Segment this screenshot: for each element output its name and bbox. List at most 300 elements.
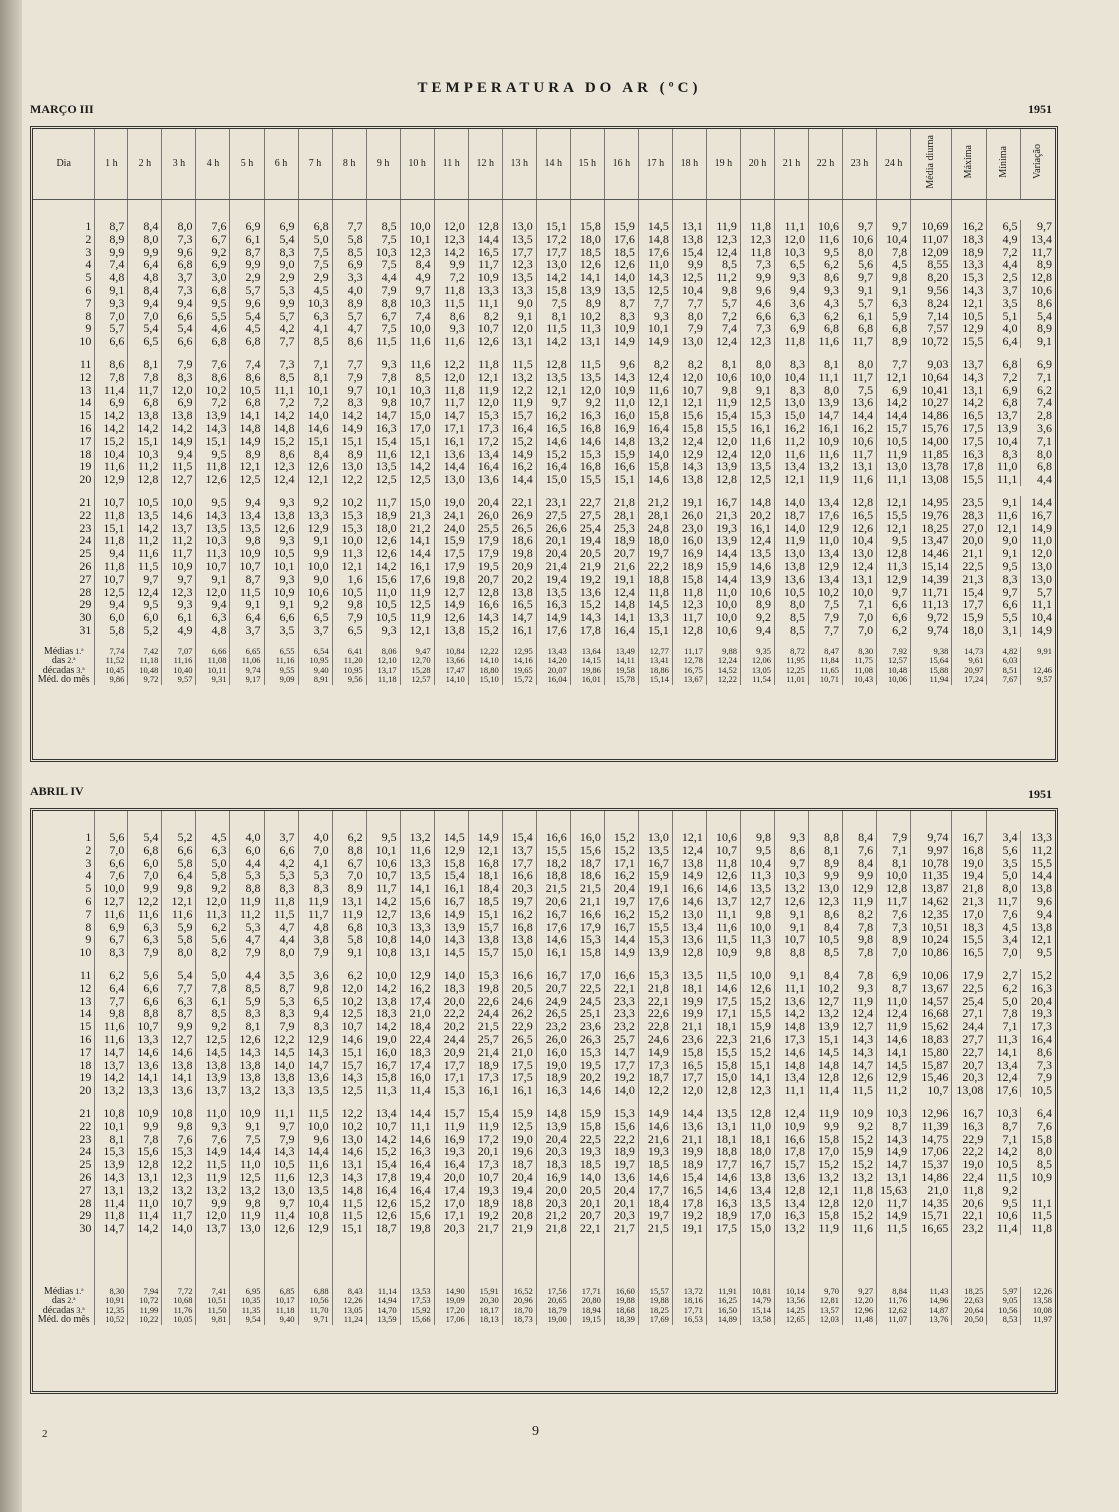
value-cell: 22,2 — [638, 560, 672, 573]
value-cell: 11,8 — [672, 586, 706, 599]
value-cell: 13,3 — [1021, 831, 1055, 844]
value-cell: 22,2 — [952, 1145, 987, 1158]
value-cell: 16,8 — [502, 921, 536, 934]
value-cell: 12,6 — [230, 1033, 264, 1046]
value-cell: 17,8 — [366, 1171, 400, 1184]
value-cell: 10,5 — [366, 611, 400, 624]
value-cell: 23,2 — [536, 1020, 570, 1033]
value-cell: 9,2 — [740, 611, 774, 624]
value-cell: 13,6 — [468, 473, 502, 486]
value-cell: 8,1 — [706, 358, 740, 371]
column-header — [877, 129, 911, 200]
value-cell: 10,8 — [162, 1107, 196, 1120]
value-cell: 7,7 — [638, 297, 672, 310]
value-cell: 9,6 — [1021, 895, 1055, 908]
value-cell: 14,3 — [332, 1171, 366, 1184]
average-value: 11,18 — [264, 1306, 298, 1316]
table-row — [33, 1145, 1055, 1158]
value-cell: 14,9 — [638, 1046, 672, 1059]
value-cell: 16,4 — [400, 1158, 434, 1171]
average-value: 8,30 — [95, 1287, 128, 1297]
value-cell: 14,5 — [196, 1046, 230, 1059]
spacer-cell — [33, 200, 95, 221]
spacer-cell — [196, 200, 230, 221]
value-cell: 6,1 — [196, 995, 230, 1008]
value-cell: 11,5 — [987, 1171, 1021, 1184]
value-cell: 18,0 — [570, 233, 604, 246]
value-cell: 11,4 — [95, 1197, 128, 1210]
value-cell: 17,5 — [706, 1222, 740, 1235]
average-value: 18,39 — [604, 1315, 638, 1325]
value-cell: 16,4 — [638, 422, 672, 435]
value-cell: 13,6 — [570, 586, 604, 599]
average-value: 20,64 — [952, 1306, 987, 1316]
value-cell: 9,1 — [774, 908, 808, 921]
value-cell: 12,1 — [877, 496, 911, 509]
value-cell: 13,5 — [400, 869, 434, 882]
value-cell: 15,5 — [706, 422, 740, 435]
value-cell: 15,8 — [570, 220, 604, 233]
value-cell: 15,0 — [774, 409, 808, 422]
average-value: 11,70 — [298, 1306, 332, 1316]
value-cell: 11,9 — [502, 396, 536, 409]
average-value: 12,22 — [706, 675, 740, 685]
value-cell: 18,0 — [740, 1145, 774, 1158]
value-cell: 10,1 — [298, 384, 332, 397]
value-cell: 6,2 — [332, 969, 366, 982]
value-cell: 13,4 — [468, 448, 502, 461]
value-cell: 18,9 — [366, 509, 400, 522]
average-row — [33, 675, 1055, 685]
spacer-cell — [128, 637, 162, 647]
value-cell: 13,4 — [987, 1059, 1021, 1072]
value-cell: 12,7 — [434, 586, 468, 599]
day-cell: 2 — [85, 232, 92, 246]
average-value: 14,10 — [468, 656, 502, 666]
value-cell: 3,6 — [774, 297, 808, 310]
value-cell: 16,0 — [604, 409, 638, 422]
spacer-cell — [570, 1097, 604, 1107]
value-cell: 6,3 — [196, 844, 230, 857]
value-cell: 10,5 — [230, 384, 264, 397]
value-cell: 10,0 — [706, 598, 740, 611]
value-cell: 10,5 — [877, 435, 911, 448]
value-cell: 19,2 — [604, 1071, 638, 1084]
spacer-cell — [33, 811, 95, 831]
value-cell: 21,2 — [638, 496, 672, 509]
value-cell: 15,76 — [911, 422, 952, 435]
column-header — [536, 129, 570, 200]
value-cell: 14,8 — [230, 422, 264, 435]
value-cell: 11,0 — [740, 1120, 774, 1133]
spacer-cell — [468, 811, 502, 831]
average-value: 9,57 — [162, 675, 196, 685]
value-cell: 14,6 — [536, 435, 570, 448]
column-header — [298, 129, 332, 200]
value-cell: 17,0 — [809, 1145, 843, 1158]
value-cell: 18,7 — [774, 509, 808, 522]
value-cell: 10,72 — [911, 335, 952, 348]
day-cell: 22 — [79, 508, 92, 522]
value-cell: 9,3 — [264, 573, 298, 586]
value-cell: 14,9 — [1021, 624, 1055, 637]
value-cell: 12,0 — [162, 384, 196, 397]
value-cell: 10,0 — [740, 371, 774, 384]
table-row — [33, 831, 1055, 844]
value-cell: 14,4 — [706, 573, 740, 586]
value-cell: 9,8 — [740, 908, 774, 921]
value-cell: 19,1 — [604, 573, 638, 586]
value-cell: 17,1 — [434, 422, 468, 435]
average-value: 13,05 — [740, 666, 774, 676]
spacer-cell — [400, 637, 434, 647]
value-cell: 7,6 — [196, 1133, 230, 1146]
value-cell: 18,3 — [952, 233, 987, 246]
value-cell: 27,7 — [952, 1033, 987, 1046]
value-cell: 8,2 — [196, 946, 230, 959]
spacer-cell — [706, 348, 740, 358]
value-cell: 8,5 — [809, 946, 843, 959]
average-value: 11,07 — [877, 1315, 911, 1325]
average-value: 14,20 — [536, 656, 570, 666]
value-cell: 16,3 — [400, 1145, 434, 1158]
value-cell: 8,6 — [809, 908, 843, 921]
day-cell: 1 — [85, 220, 92, 233]
value-cell: 6,8 — [196, 335, 230, 348]
value-cell: 22,5 — [570, 1133, 604, 1146]
value-cell: 13,4 — [774, 1197, 808, 1210]
value-cell: 14,2 — [774, 1007, 808, 1020]
value-cell: 5,2 — [128, 624, 162, 637]
value-cell: 2,7 — [987, 969, 1021, 982]
value-cell: 17,5 — [502, 1059, 536, 1072]
spacer-cell — [468, 637, 502, 647]
value-cell: 10,6 — [987, 1209, 1021, 1222]
value-cell: 10,3 — [400, 297, 434, 310]
value-cell: 18,5 — [638, 1158, 672, 1171]
value-cell: 11,8 — [638, 586, 672, 599]
value-cell: 17,6 — [604, 233, 638, 246]
value-cell: 11,1 — [774, 982, 808, 995]
average-value: 7,92 — [877, 647, 911, 657]
spacer-cell — [774, 486, 808, 496]
average-value: 7,67 — [987, 675, 1021, 685]
value-cell: 15,1 — [400, 435, 434, 448]
value-cell: 7,9 — [1021, 1071, 1055, 1084]
value-cell: 5,0 — [196, 969, 230, 982]
day-cell: 21 — [79, 1106, 92, 1120]
value-cell: 12,2 — [128, 895, 162, 908]
value-cell: 2,9 — [298, 271, 332, 284]
average-value: 9,81 — [196, 1315, 230, 1325]
value-cell: 14,6 — [706, 1184, 740, 1197]
value-cell: 8,0 — [809, 384, 843, 397]
value-cell: 15,2 — [502, 435, 536, 448]
value-cell: 12,4 — [843, 560, 877, 573]
value-cell: 7,5 — [366, 258, 400, 271]
value-cell: 7,4 — [95, 258, 128, 271]
average-value: 9,56 — [332, 675, 366, 685]
value-cell: 7,7 — [332, 358, 366, 371]
spacer-cell — [95, 348, 128, 358]
value-cell: 12,0 — [740, 448, 774, 461]
value-cell: 13,1 — [95, 1184, 128, 1197]
value-cell: 13,2 — [638, 435, 672, 448]
spacer-cell — [196, 637, 230, 647]
value-cell: 8,7 — [604, 297, 638, 310]
average-value: 11,76 — [162, 1306, 196, 1316]
average-value: 6,66 — [196, 647, 230, 657]
value-cell: 8,6 — [264, 448, 298, 461]
value-cell: 6,3 — [162, 995, 196, 1008]
day-cell: 27 — [79, 1183, 92, 1197]
value-cell: 16,2 — [843, 422, 877, 435]
value-cell: 20,4 — [536, 1133, 570, 1146]
value-cell: 8,3 — [264, 246, 298, 259]
value-cell: 12,8 — [1021, 271, 1055, 284]
day-cell: 2 — [85, 843, 92, 857]
value-cell: 11,7 — [877, 895, 911, 908]
value-cell: 10,9 — [264, 586, 298, 599]
value-cell: 5,3 — [230, 869, 264, 882]
value-cell: 21,4 — [536, 560, 570, 573]
value-cell: 7,6 — [877, 908, 911, 921]
spacer-cell — [877, 348, 911, 358]
value-cell: 11,7 — [128, 384, 162, 397]
value-cell: 11,9 — [434, 1120, 468, 1133]
value-cell: 8,5 — [400, 371, 434, 384]
value-cell: 20,9 — [502, 560, 536, 573]
value-cell: 9,2 — [843, 1120, 877, 1133]
average-label — [33, 1315, 95, 1325]
value-cell: 19,0 — [952, 857, 987, 870]
table-row — [33, 448, 1055, 461]
value-cell: 8,4 — [809, 921, 843, 934]
value-cell: 6,9 — [230, 220, 264, 233]
spacer-cell — [95, 637, 128, 647]
average-value: 14,79 — [740, 1296, 774, 1306]
value-cell: 8,6 — [1021, 1046, 1055, 1059]
value-cell: 12,4 — [672, 844, 706, 857]
value-cell: 8,3 — [332, 396, 366, 409]
day-cell: 4 — [85, 869, 92, 883]
value-cell: 11,8 — [95, 1209, 128, 1222]
value-cell: 14,35 — [911, 1197, 952, 1210]
average-value: 14,70 — [366, 1306, 400, 1316]
value-cell: 15,8 — [366, 1071, 400, 1084]
value-cell: 12,3 — [400, 246, 434, 259]
average-value: 14,10 — [434, 675, 468, 685]
april-table — [33, 811, 1055, 1325]
value-cell: 15,6 — [570, 844, 604, 857]
value-cell: 10,0 — [95, 882, 128, 895]
average-value: 10,95 — [332, 666, 366, 676]
value-cell: 25,7 — [468, 1033, 502, 1046]
value-cell: 13,9 — [638, 946, 672, 959]
value-cell: 7,0 — [95, 310, 128, 323]
spacer-cell — [128, 1235, 162, 1287]
value-cell: 17,3 — [468, 422, 502, 435]
value-cell: 11,3 — [740, 869, 774, 882]
value-cell: 6,9 — [1021, 358, 1055, 371]
average-value: 13,17 — [366, 666, 400, 676]
value-cell: 10,6 — [843, 435, 877, 448]
value-cell: 12,8 — [706, 1084, 740, 1097]
value-cell: 12,2 — [434, 358, 468, 371]
value-cell: 13,0 — [774, 547, 808, 560]
value-cell: 8,3 — [987, 448, 1021, 461]
value-cell: 12,8 — [128, 473, 162, 486]
value-cell: 9,7 — [128, 573, 162, 586]
spacer-cell — [672, 348, 706, 358]
value-cell: 4,7 — [332, 322, 366, 335]
value-cell: 12,6 — [468, 335, 502, 348]
value-cell: 26,9 — [502, 509, 536, 522]
value-cell: 11,2 — [1021, 844, 1055, 857]
value-cell: 8,3 — [95, 946, 128, 959]
value-cell: 10,5 — [128, 496, 162, 509]
value-cell: 13,8 — [468, 933, 502, 946]
value-cell: 16,6 — [672, 882, 706, 895]
average-value: 16,04 — [536, 675, 570, 685]
value-cell: 14,0 — [400, 933, 434, 946]
table-row — [33, 1158, 1055, 1171]
column-header — [570, 129, 604, 200]
value-cell: 6,3 — [128, 933, 162, 946]
value-cell: 8,4 — [128, 220, 162, 233]
average-value: 10,43 — [843, 675, 877, 685]
average-value: 9,91 — [1021, 647, 1055, 657]
value-cell: 7,3 — [1021, 1059, 1055, 1072]
value-cell: 8,7 — [877, 1120, 911, 1133]
average-value: 13,59 — [366, 1315, 400, 1325]
value-cell: 11,6 — [400, 358, 434, 371]
value-cell: 14,2 — [95, 1071, 128, 1084]
value-cell: 17,9 — [434, 560, 468, 573]
spacer-cell — [740, 348, 774, 358]
value-cell: 10,1 — [638, 322, 672, 335]
value-cell: 9,9 — [264, 297, 298, 310]
value-cell: 11,2 — [162, 534, 196, 547]
value-cell: 11,0 — [230, 1158, 264, 1171]
spacer-row — [33, 1097, 1055, 1107]
value-cell: 16,2 — [536, 409, 570, 422]
value-cell: 11,2 — [706, 271, 740, 284]
value-cell: 27,5 — [570, 509, 604, 522]
spacer-cell — [706, 811, 740, 831]
value-cell: 20,8 — [502, 1209, 536, 1222]
value-cell: 11,0 — [706, 586, 740, 599]
value-cell: 19,3 — [434, 1145, 468, 1158]
value-cell: 15,0 — [502, 946, 536, 959]
day-cell: 31 — [79, 623, 92, 637]
value-cell: 11,8 — [843, 1184, 877, 1197]
spacer-cell — [366, 486, 400, 496]
value-cell: 11,9 — [843, 995, 877, 1008]
value-cell: 14,4 — [298, 1145, 332, 1158]
day-cell: 26 — [79, 1170, 92, 1184]
value-cell: 11,0 — [128, 1197, 162, 1210]
average-value: 11,94 — [911, 675, 952, 685]
value-cell: 14,2 — [536, 271, 570, 284]
value-cell: 7,9 — [128, 946, 162, 959]
value-cell: 12,4 — [264, 473, 298, 486]
value-cell: 13,4 — [740, 1184, 774, 1197]
value-cell: 10,3 — [366, 921, 400, 934]
value-cell: 14,2 — [952, 396, 987, 409]
average-row — [33, 1296, 1055, 1306]
value-cell: 17,3 — [468, 1071, 502, 1084]
value-cell: 4,5 — [196, 831, 230, 844]
table-row — [33, 509, 1055, 522]
value-cell: 3,8 — [298, 933, 332, 946]
value-cell: 22,7 — [570, 496, 604, 509]
value-cell: 12,9 — [434, 844, 468, 857]
value-cell: 9,9 — [298, 547, 332, 560]
value-cell: 17,7 — [706, 1158, 740, 1171]
value-cell: 16,7 — [604, 921, 638, 934]
value-cell: 8,1 — [95, 1133, 128, 1146]
value-cell: 14,9 — [468, 831, 502, 844]
value-cell: 16,6 — [604, 969, 638, 982]
value-cell: 14,6 — [298, 422, 332, 435]
value-cell: 14,2 — [95, 409, 128, 422]
value-cell: 15,8 — [1021, 1133, 1055, 1146]
value-cell: 16,8 — [570, 460, 604, 473]
average-value: 13,64 — [570, 647, 604, 657]
spacer-cell — [434, 1235, 468, 1287]
table-row — [33, 982, 1055, 995]
value-cell: 13,4 — [809, 573, 843, 586]
value-cell: 10,2 — [332, 496, 366, 509]
column-header-label: 18 h — [680, 157, 699, 169]
spacer-cell — [366, 348, 400, 358]
value-cell: 15,1 — [332, 1046, 366, 1059]
value-cell: 11,3 — [196, 908, 230, 921]
value-cell: 15,9 — [570, 1107, 604, 1120]
value-cell: 16,0 — [672, 534, 706, 547]
value-cell: 11,7 — [162, 547, 196, 560]
value-cell: 13,2 — [809, 460, 843, 473]
table-row — [33, 1171, 1055, 1184]
value-cell: 8,9 — [570, 297, 604, 310]
value-cell: 6,9 — [95, 396, 128, 409]
average-value: 16,60 — [604, 1287, 638, 1297]
spacer-cell — [366, 1235, 400, 1287]
spacer-cell — [911, 486, 952, 496]
spacer-cell — [264, 1097, 298, 1107]
value-cell: 10,7 — [672, 384, 706, 397]
value-cell: 14,8 — [264, 422, 298, 435]
value-cell: 15,8 — [638, 409, 672, 422]
value-cell: 4,4 — [366, 271, 400, 284]
value-cell: 13,1 — [332, 895, 366, 908]
value-cell: 13,8 — [230, 1071, 264, 1084]
value-cell: 18,25 — [911, 522, 952, 535]
value-cell: 14,2 — [264, 409, 298, 422]
average-value: 9,05 — [987, 1296, 1021, 1306]
value-cell: 11,5 — [502, 358, 536, 371]
value-cell: 11,9 — [809, 1107, 843, 1120]
value-cell: 11,6 — [740, 435, 774, 448]
value-cell: 5,4 — [1021, 310, 1055, 323]
value-cell: 8,5 — [332, 246, 366, 259]
value-cell: 13,6 — [434, 448, 468, 461]
value-cell: 5,0 — [987, 995, 1021, 1008]
value-cell: 9,1 — [987, 496, 1021, 509]
value-cell: 11,2 — [128, 460, 162, 473]
table-row — [33, 322, 1055, 335]
